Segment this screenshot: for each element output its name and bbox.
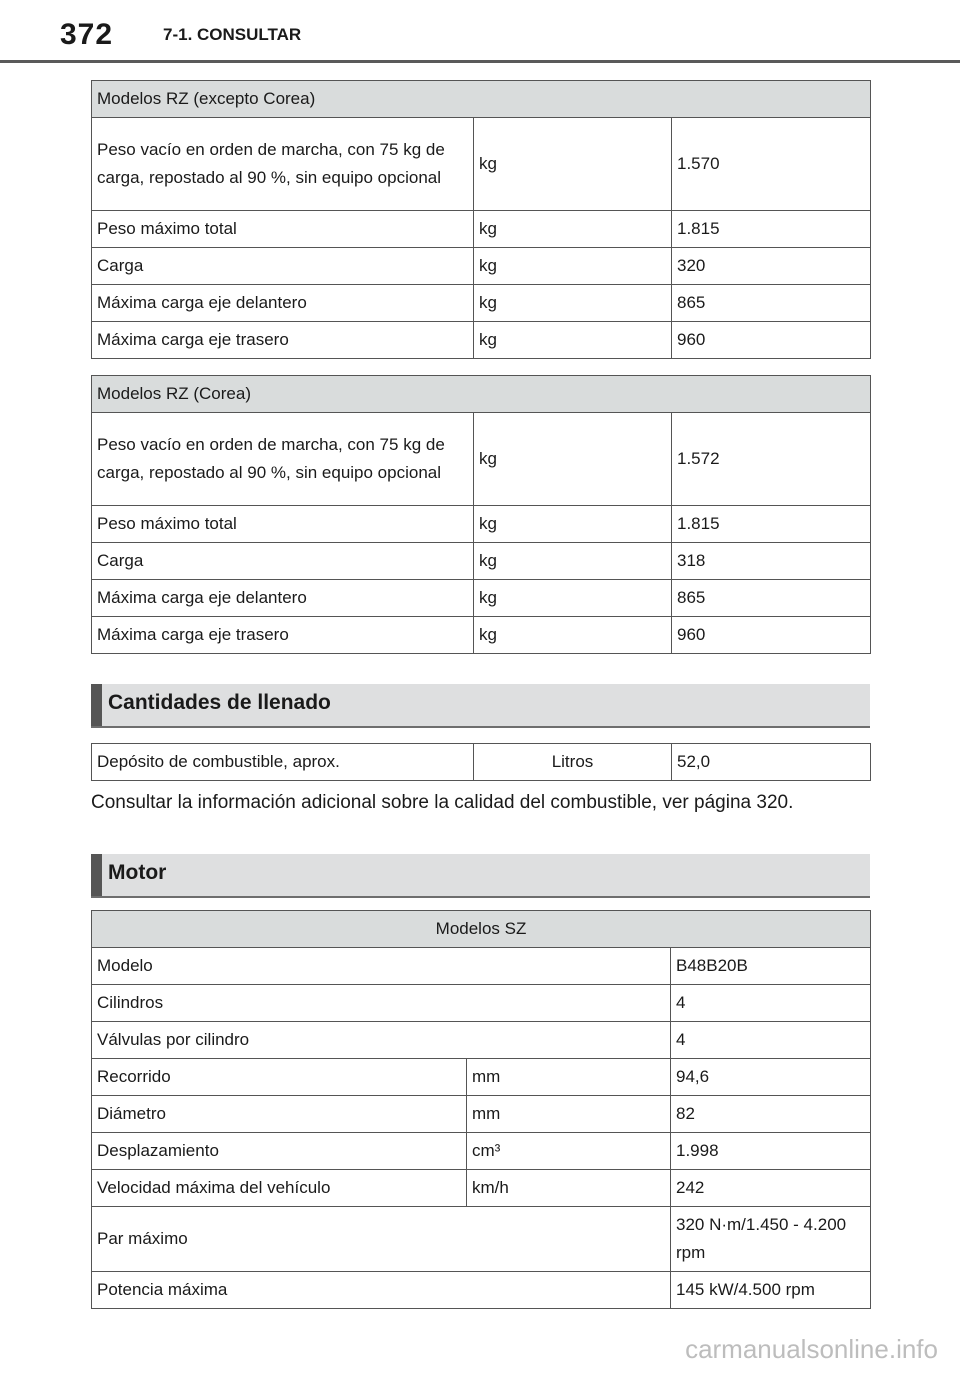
row-label: Máxima carga eje trasero bbox=[92, 322, 474, 359]
row-value: 242 bbox=[671, 1170, 871, 1207]
section-title: 7-1. CONSULTAR bbox=[163, 25, 302, 44]
row-value: 1.998 bbox=[671, 1133, 871, 1170]
row-value: 52,0 bbox=[672, 744, 871, 781]
row-label: Potencia máxima bbox=[92, 1272, 671, 1309]
engine-section-heading bbox=[91, 854, 870, 898]
row-label: Válvulas por cilindro bbox=[92, 1022, 671, 1059]
row-value: 1.815 bbox=[672, 211, 871, 248]
table-row bbox=[92, 580, 871, 617]
row-value: 318 bbox=[672, 543, 871, 580]
rz-korea-weights-table bbox=[91, 375, 871, 654]
row-unit: kg bbox=[474, 580, 672, 617]
row-unit: mm bbox=[467, 1059, 671, 1096]
table-row bbox=[92, 1022, 871, 1059]
row-value: 320 N·m/1.450 - 4.200 rpm bbox=[671, 1207, 871, 1272]
row-value: 960 bbox=[672, 617, 871, 654]
table-row bbox=[92, 744, 871, 781]
row-unit: cm³ bbox=[467, 1133, 671, 1170]
row-label: Depósito de combustible, aprox. bbox=[92, 744, 474, 781]
row-label: Máxima carga eje trasero bbox=[92, 617, 474, 654]
table-row bbox=[92, 506, 871, 543]
row-value: 145 kW/4.500 rpm bbox=[671, 1272, 871, 1309]
table-row bbox=[92, 1133, 871, 1170]
row-value: 4 bbox=[671, 1022, 871, 1059]
row-value: 1.815 bbox=[672, 506, 871, 543]
row-unit: kg bbox=[474, 248, 672, 285]
table-row bbox=[92, 985, 871, 1022]
table-row bbox=[92, 543, 871, 580]
table-title: Modelos SZ bbox=[92, 911, 871, 948]
row-label: Modelo bbox=[92, 948, 671, 985]
table-title: Modelos RZ (Corea) bbox=[92, 376, 871, 413]
table-row bbox=[92, 248, 871, 285]
row-value: B48B20B bbox=[671, 948, 871, 985]
table-row bbox=[92, 285, 871, 322]
fill-section-heading bbox=[91, 684, 870, 728]
watermark: carmanualsonline.info bbox=[685, 1334, 938, 1364]
table-row bbox=[92, 211, 871, 248]
table-row bbox=[92, 1170, 871, 1207]
row-unit: kg bbox=[474, 543, 672, 580]
row-unit: mm bbox=[467, 1096, 671, 1133]
row-value: 320 bbox=[672, 248, 871, 285]
table-row bbox=[92, 413, 871, 506]
row-unit: kg bbox=[474, 506, 672, 543]
heading-accent bbox=[91, 854, 102, 896]
row-value: 865 bbox=[672, 580, 871, 617]
row-value: 865 bbox=[672, 285, 871, 322]
row-unit: kg bbox=[474, 322, 672, 359]
row-value: 1.570 bbox=[672, 118, 871, 211]
row-label: Cilindros bbox=[92, 985, 671, 1022]
row-label: Peso vacío en orden de marcha, con 75 kg de carga, repostado al 90 %, sin equipo opcional bbox=[92, 413, 474, 506]
row-label: Carga bbox=[92, 543, 474, 580]
row-unit: Litros bbox=[474, 744, 672, 781]
table-row bbox=[92, 948, 871, 985]
row-value: 82 bbox=[671, 1096, 871, 1133]
row-value: 4 bbox=[671, 985, 871, 1022]
heading-accent bbox=[91, 684, 102, 726]
table-row bbox=[92, 1207, 871, 1272]
table-row bbox=[92, 1096, 871, 1133]
row-label: Peso máximo total bbox=[92, 211, 474, 248]
table-row bbox=[92, 118, 871, 211]
row-label: Recorrido bbox=[92, 1059, 467, 1096]
row-value: 94,6 bbox=[671, 1059, 871, 1096]
rz-weights-table bbox=[91, 80, 871, 359]
table-row bbox=[92, 322, 871, 359]
table-title: Modelos RZ (excepto Corea) bbox=[92, 81, 871, 118]
row-label: Peso vacío en orden de marcha, con 75 kg de carga, repostado al 90 %, sin equipo opcional bbox=[92, 118, 474, 211]
page-number: 372 bbox=[60, 18, 114, 51]
row-unit: km/h bbox=[467, 1170, 671, 1207]
table-row bbox=[92, 1272, 871, 1309]
row-unit: kg bbox=[474, 617, 672, 654]
heading-label: Cantidades de llenado bbox=[108, 691, 331, 714]
row-value: 960 bbox=[672, 322, 871, 359]
fill-table bbox=[91, 743, 871, 781]
row-unit: kg bbox=[474, 285, 672, 322]
row-label: Diámetro bbox=[92, 1096, 467, 1133]
row-label: Velocidad máxima del vehículo bbox=[92, 1170, 467, 1207]
row-label: Máxima carga eje delantero bbox=[92, 580, 474, 617]
row-label: Desplazamiento bbox=[92, 1133, 467, 1170]
fuel-note: Consultar la información adicional sobre la calidad del combustible, ver página 320. bbox=[91, 792, 794, 813]
heading-label: Motor bbox=[108, 861, 167, 884]
row-unit: kg bbox=[474, 413, 672, 506]
header-rule bbox=[0, 60, 960, 63]
row-label: Máxima carga eje delantero bbox=[92, 285, 474, 322]
engine-table bbox=[91, 910, 871, 1309]
row-label: Carga bbox=[92, 248, 474, 285]
row-label: Peso máximo total bbox=[92, 506, 474, 543]
row-unit: kg bbox=[474, 118, 672, 211]
row-label: Par máximo bbox=[92, 1207, 671, 1272]
table-row bbox=[92, 617, 871, 654]
table-row bbox=[92, 1059, 871, 1096]
row-value: 1.572 bbox=[672, 413, 871, 506]
row-unit: kg bbox=[474, 211, 672, 248]
